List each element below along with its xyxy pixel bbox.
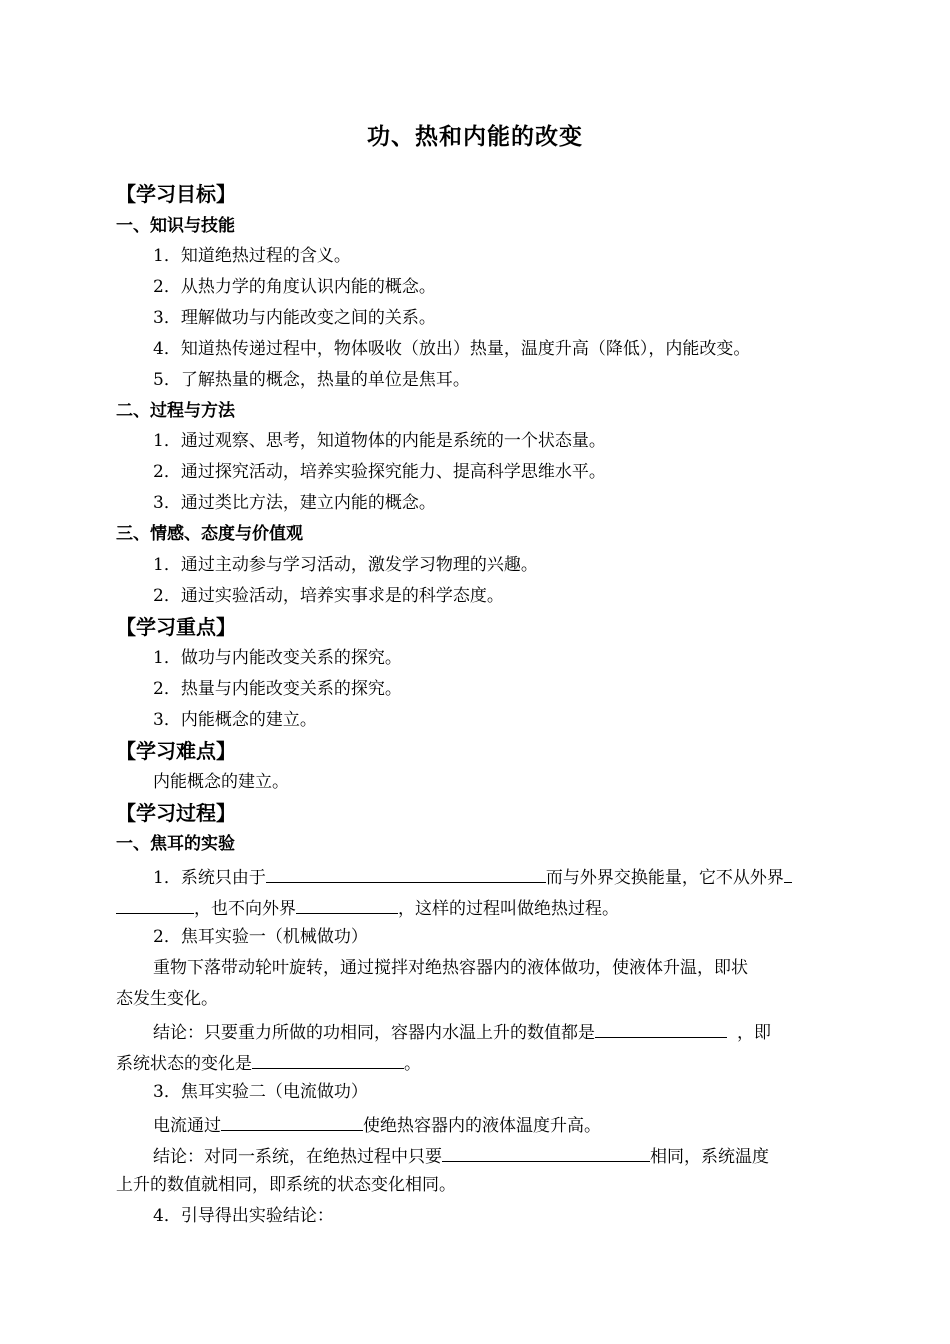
question-text: 结论：对同一系统，在绝热过程中只要 xyxy=(153,1147,442,1167)
question-text: 结论：只要重力所做的功相同，容器内水温上升的数值都是 xyxy=(153,1023,595,1043)
goal-item: 5．了解热量的概念，热量的单位是焦耳。 xyxy=(153,370,470,390)
difficult-item: 内能概念的建立。 xyxy=(153,772,289,792)
paragraph-line: 重物下落带动轮叶旋转，通过搅拌对绝热容器内的液体做功，使液体升温，即状 xyxy=(153,958,748,978)
answer-blank[interactable] xyxy=(266,865,546,883)
question-text: 系统状态的变化是 xyxy=(116,1054,252,1074)
question-text: 而与外界交换能量，它不从外界 xyxy=(545,868,784,888)
experiment-heading: 3．焦耳实验二（电流做功） xyxy=(153,1082,368,1102)
key-item: 2．热量与内能改变关系的探究。 xyxy=(153,679,402,699)
question-text: 电流通过 xyxy=(153,1116,221,1136)
document-title: 功、热和内能的改变 xyxy=(367,124,583,150)
goal-item: 1．通过主动参与学习活动，激发学习物理的兴趣。 xyxy=(153,555,538,575)
question-line xyxy=(116,896,838,919)
answer-blank[interactable] xyxy=(252,1051,404,1069)
experiment-heading: 4．引导得出实验结论： xyxy=(153,1206,334,1226)
answer-blank[interactable] xyxy=(442,1144,650,1162)
question-line xyxy=(153,1020,838,1043)
key-item: 1．做功与内能改变关系的探究。 xyxy=(153,648,402,668)
goal-item: 4．知道热传递过程中，物体吸收（放出）热量，温度升高（降低），内能改变。 xyxy=(153,339,751,359)
goal-item: 3．理解做功与内能改变之间的关系。 xyxy=(153,308,436,328)
goal-item: 1．通过观察、思考，知道物体的内能是系统的一个状态量。 xyxy=(153,431,606,451)
answer-blank[interactable] xyxy=(296,896,398,914)
question-line xyxy=(153,865,838,888)
subheading-attitude-values: 三、情感、态度与价值观 xyxy=(116,524,303,544)
answer-blank[interactable] xyxy=(784,865,792,883)
answer-blank[interactable] xyxy=(595,1020,727,1038)
subheading-knowledge-skills: 一、知识与技能 xyxy=(116,216,235,236)
question-text: ，也不向外界 xyxy=(194,899,296,919)
key-item: 3．内能概念的建立。 xyxy=(153,710,317,730)
question-line xyxy=(153,1113,875,1136)
question-text: ，即 xyxy=(737,1023,771,1043)
goal-item: 2．通过探究活动，培养实验探究能力、提高科学思维水平。 xyxy=(153,462,606,482)
heading-key-points: 【学习重点】 xyxy=(116,615,236,639)
question-text: 使绝热容器内的液体温度升高。 xyxy=(363,1116,601,1136)
experiment-heading: 2．焦耳实验一（机械做功） xyxy=(153,927,368,947)
question-text: 。 xyxy=(404,1054,421,1074)
question-text: 1．系统只由于 xyxy=(153,868,266,888)
goal-item: 2．从热力学的角度认识内能的概念。 xyxy=(153,277,436,297)
question-line xyxy=(153,1144,838,1167)
goal-item: 3．通过类比方法，建立内能的概念。 xyxy=(153,493,436,513)
heading-learning-process: 【学习过程】 xyxy=(116,801,236,825)
answer-blank[interactable] xyxy=(116,896,194,914)
question-text: 相同，系统温度 xyxy=(650,1147,769,1167)
subheading-joule-experiment: 一、焦耳的实验 xyxy=(116,834,235,854)
heading-learning-goals: 【学习目标】 xyxy=(116,182,236,206)
paragraph-line: 上升的数值就相同，即系统的状态变化相同。 xyxy=(116,1175,456,1195)
answer-blank[interactable] xyxy=(221,1113,363,1131)
goal-item: 1．知道绝热过程的含义。 xyxy=(153,246,351,266)
heading-difficult-points: 【学习难点】 xyxy=(116,739,236,763)
question-line xyxy=(116,1051,838,1074)
question-text: ，这样的过程叫做绝热过程。 xyxy=(398,899,619,919)
paragraph-line: 态发生变化。 xyxy=(116,989,218,1009)
subheading-process-method: 二、过程与方法 xyxy=(116,401,235,421)
goal-item: 2．通过实验活动，培养实事求是的科学态度。 xyxy=(153,586,504,606)
